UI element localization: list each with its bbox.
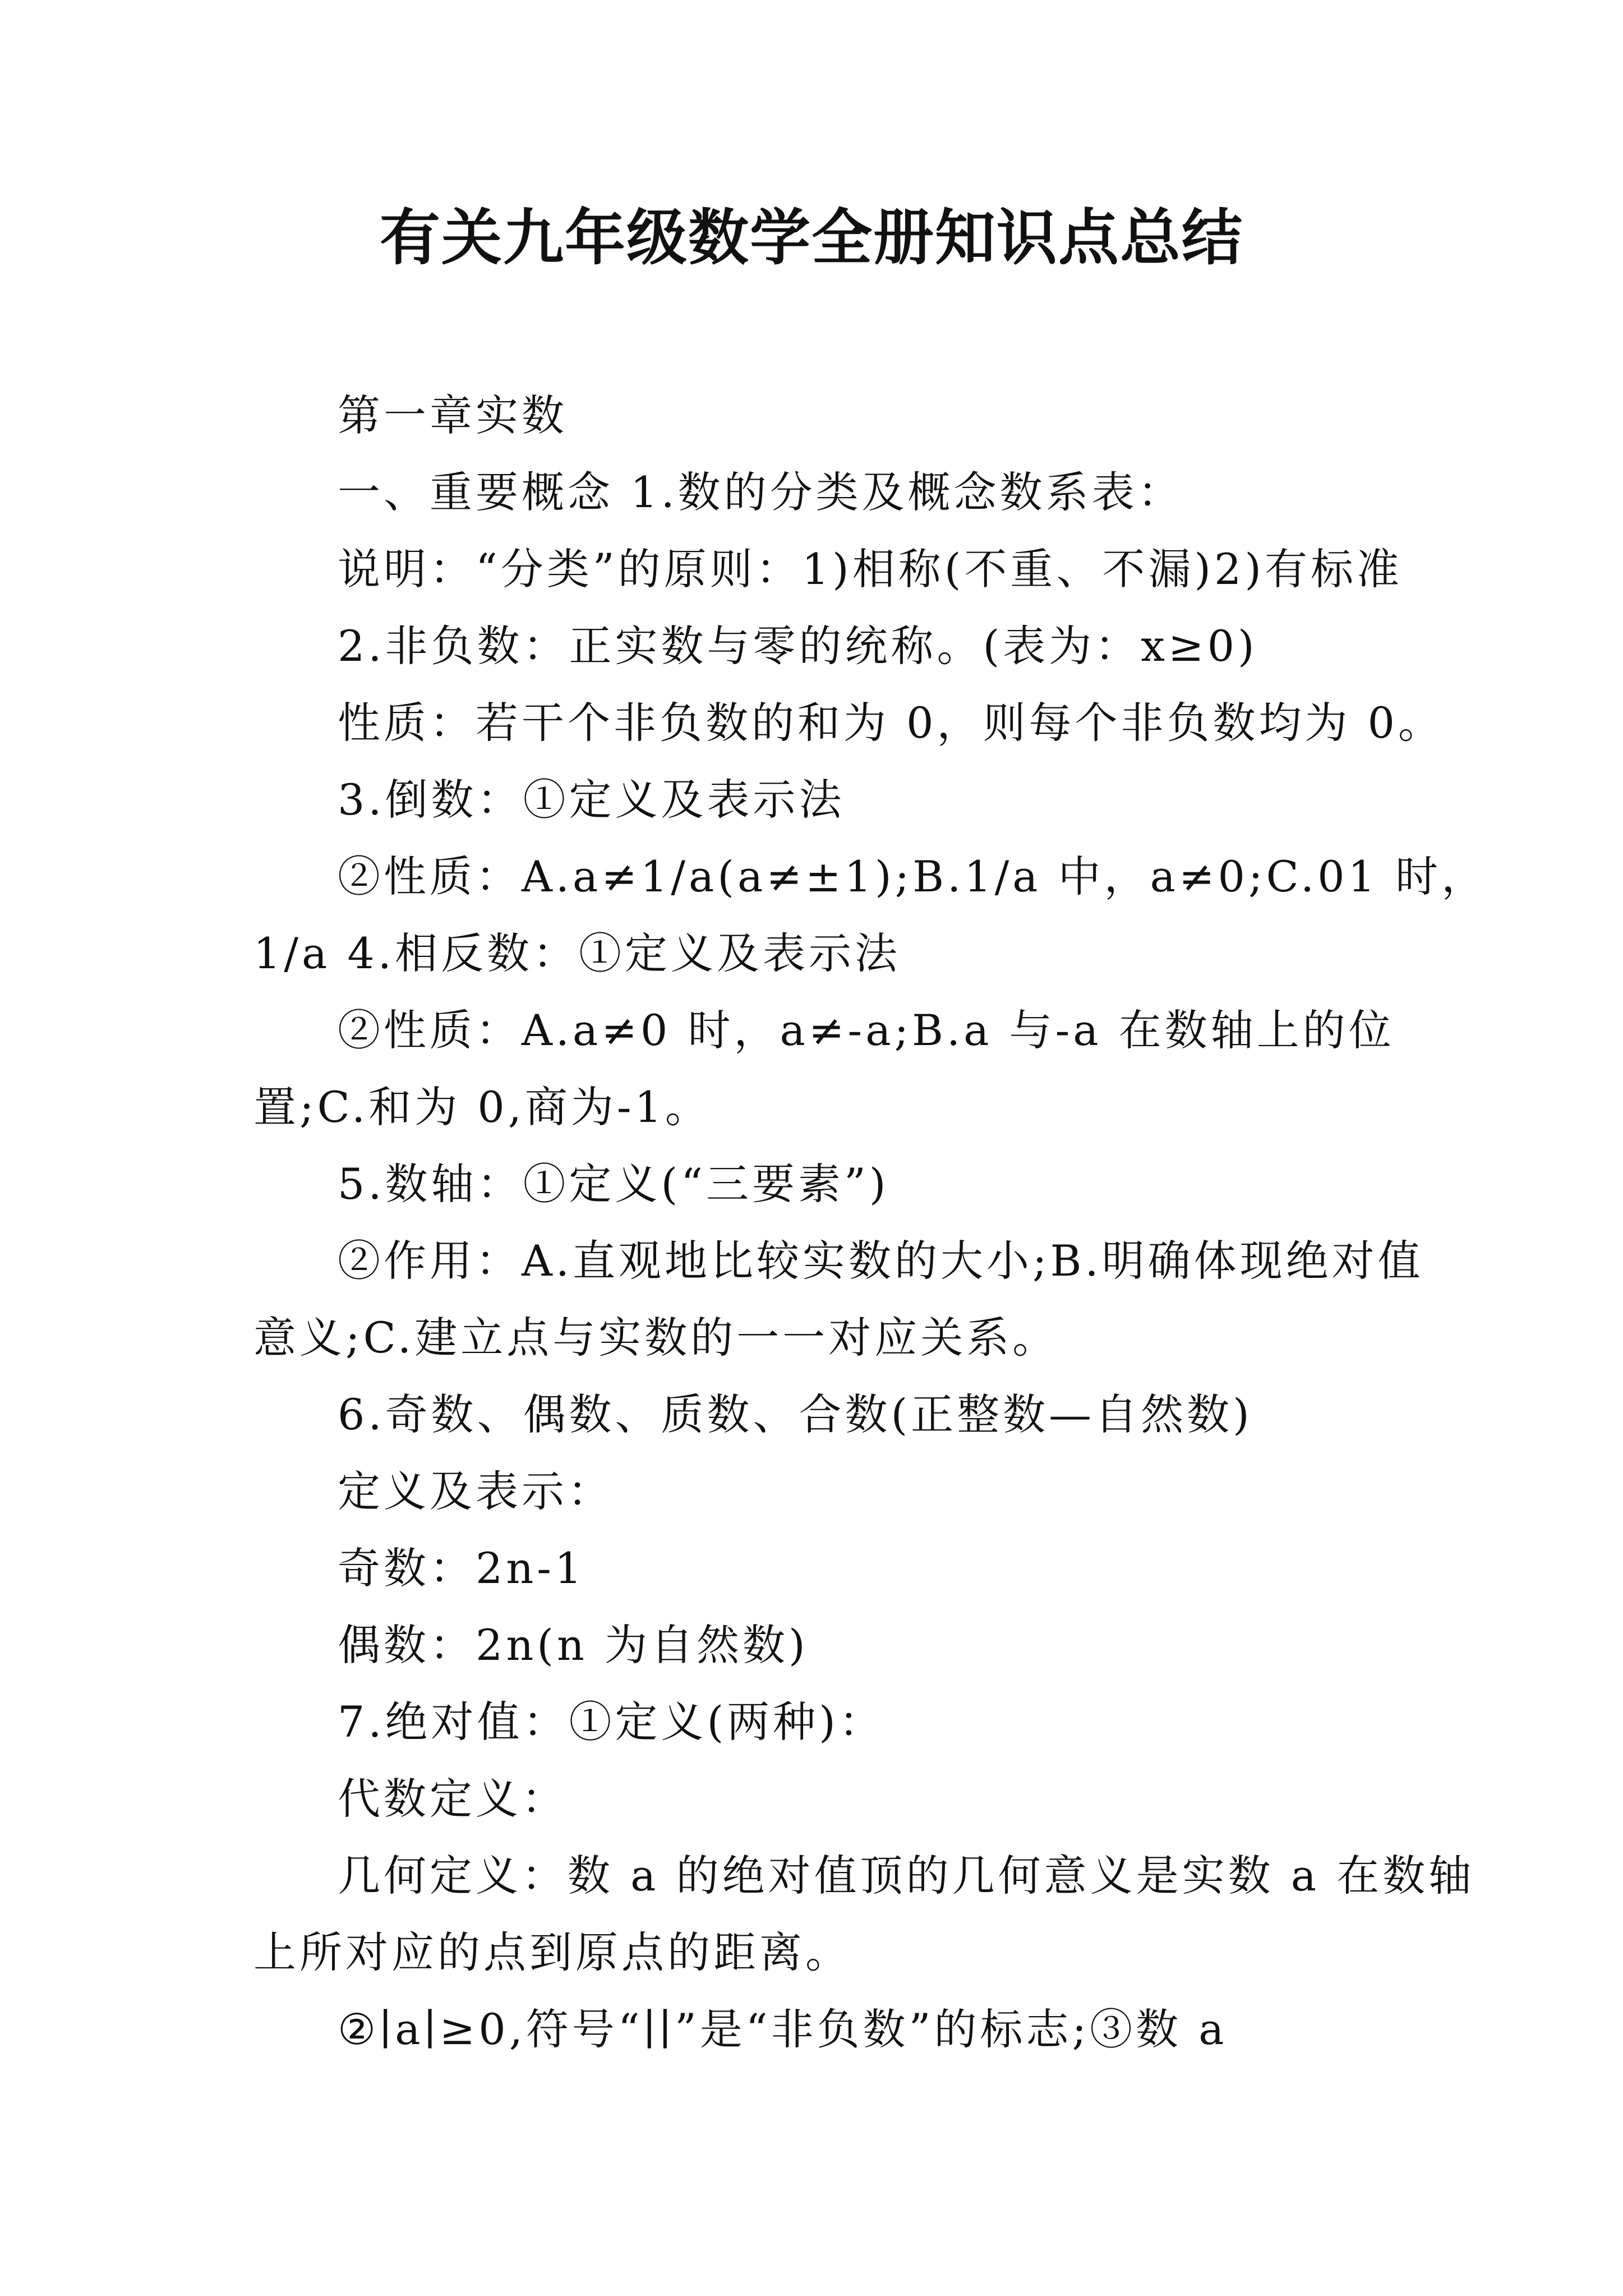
paragraph-line: ②∣a∣≥0,符号“∣∣”是“非负数”的标志;③数 a [338, 2004, 1228, 2054]
paragraph-line: 几何定义：数 a 的绝对值顶的几何意义是实数 a 在数轴 [338, 1851, 1475, 1901]
paragraph-line: ②性质：A.a≠1/a(a≠±1);B.1/a 中，a≠0;C.01 时， [338, 852, 1488, 901]
paragraph-line: 意义;C.建立点与实数的一一对应关系。 [253, 1313, 1059, 1363]
paragraph-line: ②作用：A.直观地比较实数的大小;B.明确体现绝对值 [338, 1236, 1424, 1286]
paragraph-line: 5.数轴：①定义(“三要素”) [338, 1159, 889, 1209]
paragraph-line: 偶数：2n(n 为自然数) [338, 1620, 809, 1670]
paragraph-line: 一、重要概念 1.数的分类及概念数系表： [338, 467, 1184, 517]
paragraph-line: 奇数：2n-1 [338, 1543, 585, 1593]
paragraph-line: 性质：若干个非负数的和为 0，则每个非负数均为 0。 [338, 698, 1445, 748]
paragraph-line: 6.奇数、偶数、质数、合数(正整数—自然数) [338, 1389, 1253, 1439]
paragraph-line: 定义及表示： [338, 1466, 614, 1516]
chapter-heading: 第一章实数 [338, 390, 568, 440]
paragraph-line: 代数定义： [338, 1774, 568, 1824]
paragraph-line: 置;C.和为 0,商为-1。 [253, 1082, 711, 1132]
paragraph-line: 7.绝对值：①定义(两种)： [338, 1697, 885, 1747]
document-title: 有关九年级数学全册知识点总结 [379, 203, 1243, 273]
paragraph-line: 说明：“分类”的原则：1)相称(不重、不漏)2)有标准 [338, 544, 1403, 594]
paragraph-line: ②性质：A.a≠0 时，a≠-a;B.a 与-a 在数轴上的位 [338, 1005, 1395, 1055]
paragraph-line: 2.非负数：正实数与零的统称。(表为：x≥0) [338, 621, 1258, 671]
paragraph-line: 1/a 4.相反数：①定义及表示法 [253, 928, 901, 978]
document-body [253, 377, 1488, 2068]
paragraph-line: 上所对应的点到原点的距离。 [253, 1927, 851, 1977]
paragraph-line: 3.倒数：①定义及表示法 [338, 775, 845, 825]
